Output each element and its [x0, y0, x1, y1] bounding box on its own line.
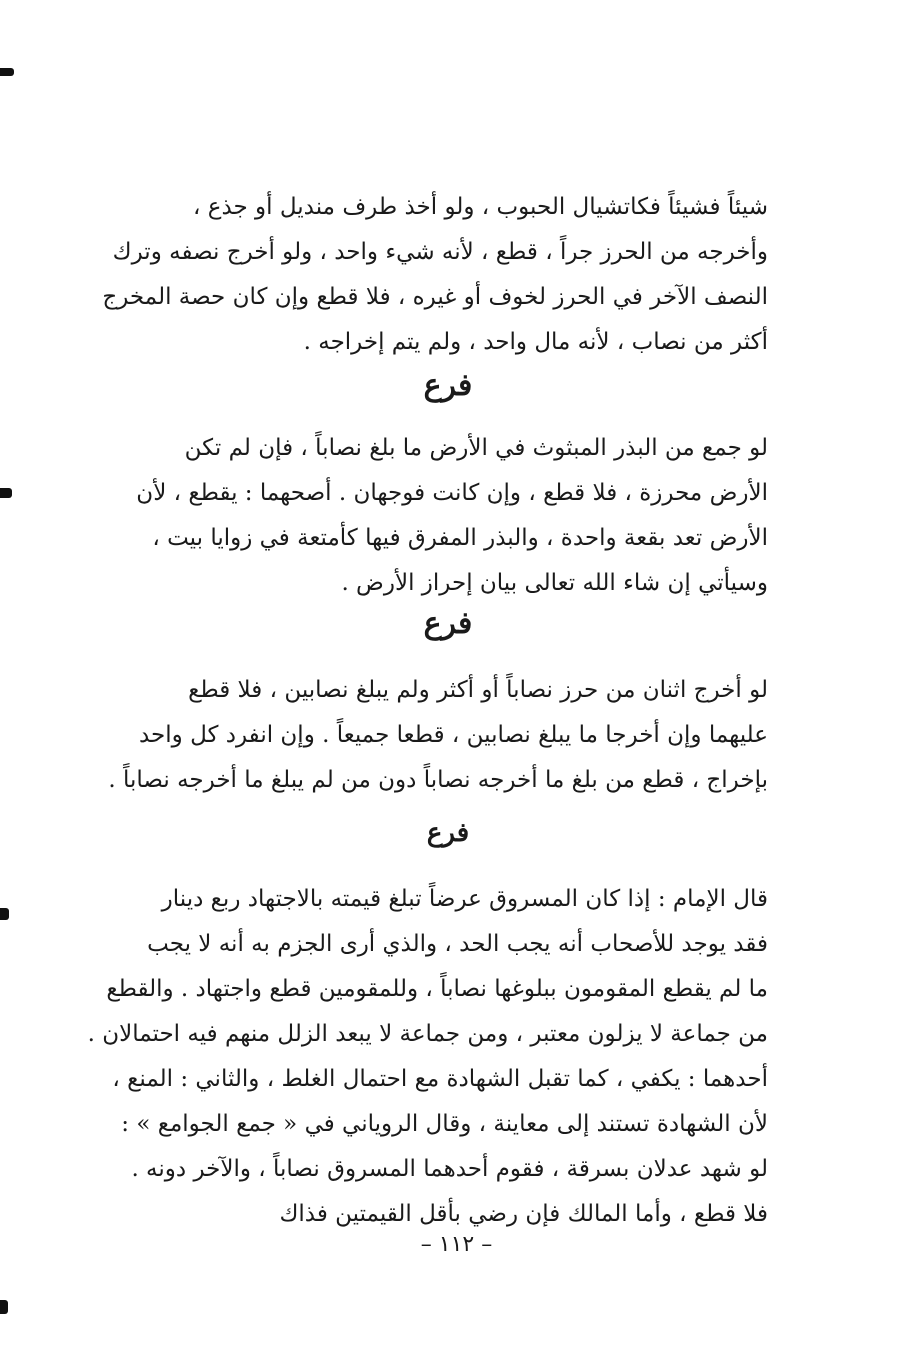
text-line: عليهما وإن أخرجا ما يبلغ نصابين ، قطعا جميعاً . وإن انفرد كل واحد: [138, 722, 768, 748]
text-line: لأن الشهادة تستند إلى معاينة ، وقال الروياني في « جمع الجوامع » :: [121, 1111, 768, 1137]
text-line: لو جمع من البذر المبثوث في الأرض ما بلغ نصاباً ، فإن لم تكن: [184, 435, 768, 461]
section-heading: فرع: [423, 368, 473, 403]
text-line: الأرض محرزة ، فلا قطع ، وإن كانت فوجهان . أصحهما : يقطع ، لأن: [136, 480, 768, 506]
text-line: فلا قطع ، وأما المالك فإن رضي بأقل القيمتين فذاك: [279, 1201, 768, 1227]
text-line: من جماعة لا يزلون معتبر ، ومن جماعة لا يبعد الزلل منهم فيه احتمالان .: [87, 1021, 768, 1047]
scan-edge-mark: [0, 68, 14, 76]
scan-edge-mark: [0, 488, 12, 498]
text-line: النصف الآخر في الحرز لخوف أو غيره ، فلا قطع وإن كان حصة المخرج: [102, 284, 768, 310]
text-line: لو شهد عدلان بسرقة ، فقوم أحدهما المسروق نصاباً ، والآخر دونه .: [131, 1156, 768, 1182]
paragraph: [102, 185, 768, 365]
text-line: أكثر من نصاب ، لأنه مال واحد ، ولم يتم إخراجه .: [303, 329, 768, 355]
section-heading: فرع: [423, 606, 473, 641]
paragraph: [108, 668, 768, 803]
page-number: – ١١٢ –: [420, 1232, 493, 1257]
text-line: الأرض تعد بقعة واحدة ، والبذر المفرق فيها كأمتعة في زوايا بيت ،: [152, 525, 768, 551]
paragraph: [128, 426, 768, 606]
text-line: قال الإمام : إذا كان المسروق عرضاً تبلغ قيمته بالاجتهاد ربع دينار: [161, 886, 768, 912]
text-line: أحدهما : يكفي ، كما تقبل الشهادة مع احتمال الغلط ، والثاني : المنع ،: [112, 1066, 768, 1092]
scan-edge-mark: [0, 1300, 8, 1314]
section-heading: فرع: [426, 818, 470, 848]
text-line: شيئاً فشيئاً فكاتشيال الحبوب ، ولو أخذ طرف منديل أو جذع ،: [192, 194, 768, 220]
text-line: وأخرجه من الحرز جراً ، قطع ، لأنه شيء واحد ، ولو أخرج نصفه وترك: [112, 239, 768, 265]
text-line: وسيأتي إن شاء الله تعالى بيان إحراز الأرض .: [341, 570, 768, 596]
text-line: بإخراج ، قطع من بلغ ما أخرجه نصاباً دون من لم يبلغ ما أخرجه نصاباً .: [108, 767, 768, 793]
text-line: لو أخرج اثنان من حرز نصاباً أو أكثر ولم يبلغ نصابين ، فلا قطع: [188, 677, 768, 703]
text-line: فقد يوجد للأصحاب أنه يجب الحد ، والذي أرى الجزم به أنه لا يجب: [147, 931, 768, 957]
scan-edge-mark: [0, 908, 9, 920]
paragraph: [87, 877, 768, 1237]
text-line: ما لم يقطع المقومون ببلوغها نصاباً ، وللمقومين قطع واجتهاد . والقطع: [106, 976, 768, 1002]
